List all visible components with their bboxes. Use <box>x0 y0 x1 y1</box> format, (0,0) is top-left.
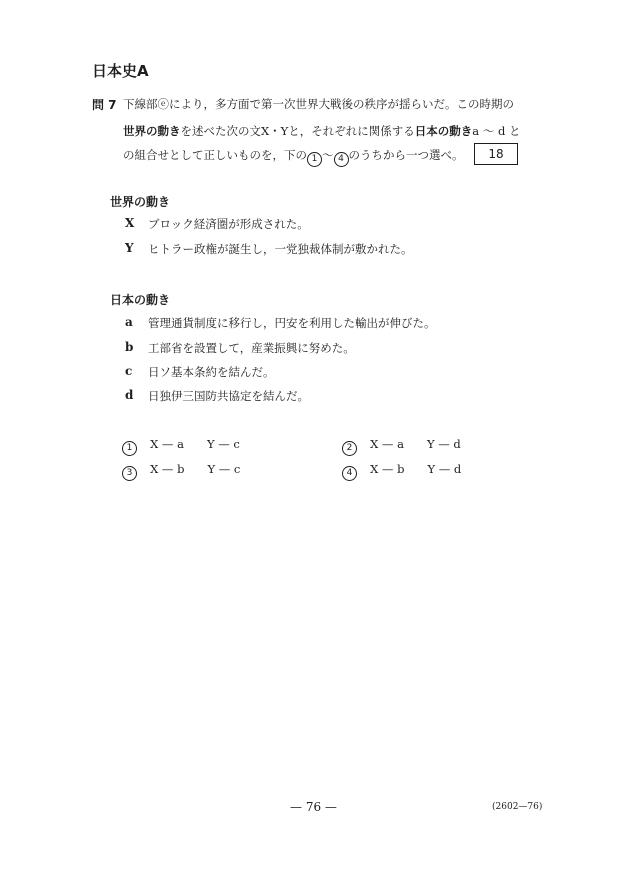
world-item-label: Y <box>125 241 134 255</box>
choice-number-circle: 1 <box>122 441 137 456</box>
document-code: (2602—76) <box>492 802 543 812</box>
range-separator: ～ <box>322 148 334 162</box>
japan-item-text: 日ソ基本条約を結んだ。 <box>148 365 275 379</box>
question-line-3-start: の組合せとして正しいものを，下の <box>123 148 307 162</box>
choice-text: X — a Y — d <box>370 437 461 451</box>
japan-item-label: a <box>125 315 133 329</box>
choice-text: X — b Y — d <box>370 462 462 476</box>
question-line-2-mid: を述べた次の文X・Yと，それぞれに関係する <box>180 124 415 138</box>
japan-item-text: 日独伊三国防共協定を結んだ。 <box>148 389 309 403</box>
choice-number-circle: 2 <box>342 441 357 456</box>
question-line-3-end: のうちから一つ選べ。 <box>348 148 464 162</box>
choice-text: X — b Y — c <box>150 462 241 476</box>
choice-number-circle: 4 <box>342 466 357 481</box>
answer-box: 18 <box>474 143 518 165</box>
japan-item-text: 管理通貨制度に移行し，円安を利用した輸出が伸びた。 <box>148 316 436 330</box>
question-line-3 <box>123 147 464 167</box>
page-number: — 76 — <box>290 800 337 814</box>
japan-item-text: 工部省を設置して，産業振興に努めた。 <box>148 341 355 355</box>
japan-item-label: c <box>125 364 133 378</box>
japan-item-label: b <box>125 340 134 354</box>
choice-1 <box>122 433 240 456</box>
question-number: 問 7 <box>92 98 117 112</box>
world-item-text: ブロック経済圏が形成された。 <box>148 217 309 231</box>
choice-number-circle: 3 <box>122 466 137 481</box>
choice-3 <box>122 458 240 481</box>
japan-movement-term: 日本の動き <box>414 124 473 138</box>
world-item-label: X <box>125 216 135 230</box>
choice-2 <box>342 433 461 456</box>
question-line-2 <box>123 123 520 139</box>
range-from-circle: 1 <box>307 152 322 167</box>
world-movement-term: 世界の動き <box>123 124 181 138</box>
world-item-text: ヒトラー政権が誕生し，一党独裁体制が敷かれた。 <box>148 242 413 256</box>
question-line-1: 下線部ⓔにより，多方面で第一次世界大戦後の秩序が揺らいだ。この時期の <box>123 97 514 111</box>
japan-heading: 日本の動き <box>110 293 171 307</box>
choice-text: X — a Y — c <box>150 437 240 451</box>
choice-4 <box>342 458 461 481</box>
subject-title: 日本史A <box>92 62 149 80</box>
question-line-2-end: a ～ d と <box>472 124 521 138</box>
world-heading: 世界の動き <box>110 195 171 209</box>
japan-item-label: d <box>125 388 134 402</box>
range-to-circle: 4 <box>334 152 349 167</box>
